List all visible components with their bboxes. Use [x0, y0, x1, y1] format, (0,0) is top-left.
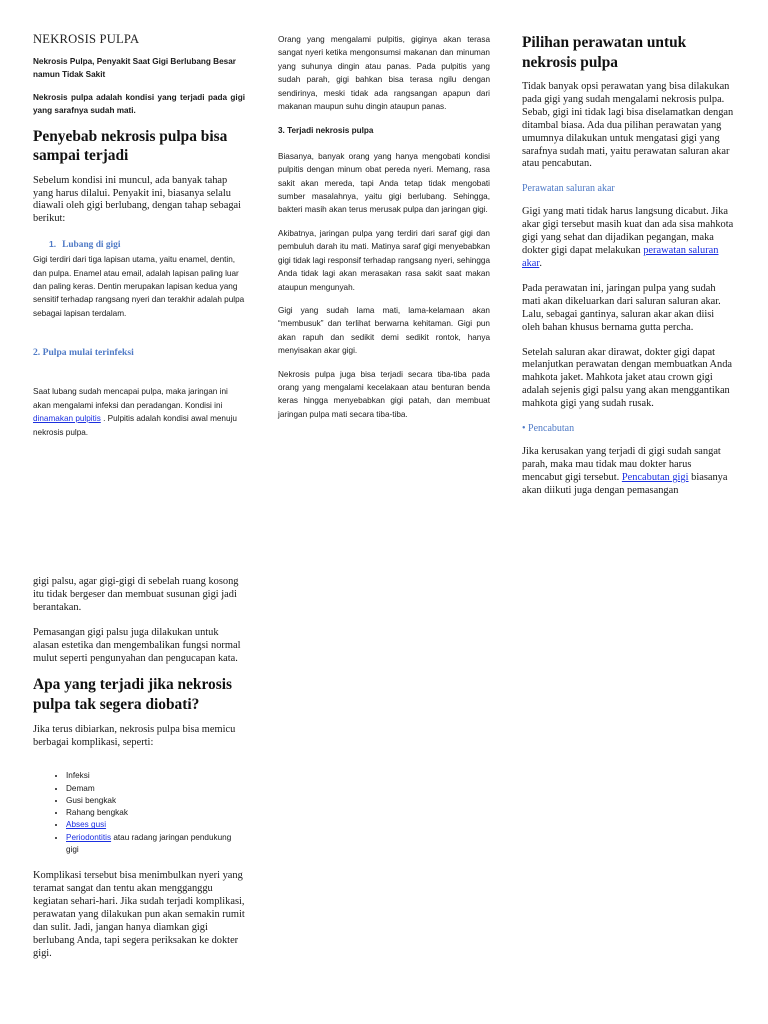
- nerve-death-paragraph: Akibatnya, jaringan pulpa yang terdiri dari saraf gigi dan pembuluh darah itu mati. Matinya saraf gigi menyebabkan gigi tidak lagi responsif terhadap rangsang nyeri, sehingga Anda tidak lagi akan merasakan rasa sakit saat makan ataupun mengunyah.: [278, 228, 490, 292]
- step1-text: Gigi terdiri dari tiga lapisan utama, yaitu enamel, dentin, dan pulpa. Enamel atau email, adalah lapisan paling luar dan paling keras. Dentin merupakan lapisan kedua yang sensitif terhadap rangsang nyeri dan terakhir adalah pulpa sebagai lapisan terdalam.: [33, 255, 245, 318]
- decay-paragraph: Gigi yang sudah lama mati, lama-kelamaan akan “membusuk” dan terlihat berwarna kehitaman. Gigi pun akan rapuh dan sedikit demi sedikit rontok, hanya menyisakan akar gigi.: [278, 305, 490, 356]
- subheading-extraction: • Pencabutan: [522, 423, 575, 435]
- link-perawatan-saluran-akar[interactable]: perawatan saluran akar: [522, 245, 719, 269]
- denture-paragraph: gigi palsu, agar gigi-gigi di sebelah ruang kosong itu tidak bergeser dan membuat susunan gigi jadi berantakan.: [33, 576, 239, 613]
- gutta-percha-paragraph: Pada perawatan ini, jaringan pulpa yang sudah mati akan dikeluarkan dari saluran saluran akar. Lalu, sebagai gantinya, saluran akar akan diisi oleh bahan khusus bernama gutta percha.: [522, 282, 721, 333]
- step2-text-b: . Pulpitis adalah kondisi awal menuju nekrosis pulpa.: [33, 414, 237, 437]
- heading-cause: Penyebab nekrosis pulpa bisa sampai terjadi: [33, 127, 228, 165]
- step2-text-a: Saat lubang sudah mencapai pulpa, maka jaringan ini akan mengalami infeksi dan peradangan. Kondisi ini: [33, 387, 228, 410]
- aesthetics-paragraph: Pemasangan gigi palsu juga dilakukan untuk alasan estetika dan mengembalikan fungsi normal mulut seperti pengunyahan dan pengucapan kata.: [33, 626, 241, 664]
- step3-title: 3. Terjadi nekrosis pulpa: [278, 126, 374, 136]
- list-item: • Gusi bengkak: [66, 795, 245, 807]
- complication-list: [33, 770, 245, 856]
- pulpitis-paragraph: Orang yang mengalami pulpitis, giginya akan terasa sangat nyeri ketika mengonsumsi makanan dan minuman yang suhunya dingin atau panas. Pada pulpitis yang sudah parah, gigi bahkan bisa terasa ngilu dengan sendirinya, meski tidak ada rangsangan apapun dari makanan maupun suhu dingin ataupun panas.: [278, 35, 490, 112]
- crown-paragraph: Setelah saluran akar dirawat, dokter gigi dapat melanjutkan perawatan dengan membuatkan Anda mahkota jaket. Mahkota jaket atau crown gigi adalah sejenis gigi palsu yang akan menggantikan mahkota gigi yang sudah rusak.: [522, 346, 733, 410]
- heading-complication: Apa yang terjadi jika nekrosis pulpa tak segera diobati?: [33, 676, 232, 713]
- step1-heading: [33, 234, 245, 252]
- step2-text: [33, 385, 245, 439]
- lead-paragraph: Nekrosis pulpa adalah kondisi yang terjadi pada gigi yang sarafnya sudah mati.: [33, 92, 245, 116]
- periodontitis-rest: atau radang jaringan pendukung gigi: [66, 832, 232, 855]
- root-canal-text-a: Gigi yang mati tidak harus langsung dicabut. Jika akar gigi tersebut masih kuat dan ada sisa mahkota gigi yang sehat dan dijadikan pegangan, maka dokter gigi dapat melakukan: [522, 206, 734, 257]
- heading-treatment: Pilihan perawatan untuk nekrosis pulpa: [522, 34, 687, 71]
- trauma-paragraph: Nekrosis pulpa juga bisa terjadi secara tiba-tiba pada orang yang mengalami kecelakaan atau benturan benda keras hingga menyebabkan gigi patah, dan membuat jaringan pulpa mati secara tiba-tiba.: [278, 369, 490, 419]
- list-item: [66, 819, 245, 831]
- link-pencabutan-gigi[interactable]: Pencabutan gigi: [621, 471, 689, 483]
- list-item: • Rahang bengkak: [66, 807, 245, 819]
- treatment-intro: Tidak banyak opsi perawatan yang bisa dilakukan pada gigi yang sudah mengalami nekrosis pulpa. Sebab, gigi ini tidak lagi bisa diselamatkan dengan ditambal biasa. Ada dua pilihan perawatan yang umumnya dilakukan untuk mengatasi gigi yang sarafnya sudah mati, yaitu perawatan saluran akar atau pencabutan.: [522, 81, 734, 170]
- extraction-text-b: biasanya akan diikuti juga dengan pemasangan: [522, 471, 728, 496]
- closing-paragraph: Komplikasi tersebut bisa menimbulkan nyeri yang teramat sangat dan tentu akan mengganggu kegiatan sehari-hari. Jika sudah terjadi komplikasi, perawatan yang dilakukan pun akan semakin rumit dan sulit. Jadi, jangan hanya diamkan gigi berlubang Anda, tapi segera periksakan ke dokter gigi.: [33, 870, 245, 959]
- subheading-root-canal: Perawatan saluran akar: [522, 183, 615, 195]
- cause-paragraph: Sebelum kondisi ini muncul, ada banyak tahap yang harus dilalui. Penyakit ini, biasanya selalu diawali oleh gigi berlubang, dengan tahap sebagai berikut:: [33, 174, 242, 225]
- column-right: [522, 33, 734, 498]
- painkiller-paragraph: Biasanya, banyak orang yang hanya mengobati kondisi pulpitis dengan minum obat pereda nyeri. Memang, rasa sakit akan mereda, tapi Anda tetap tidak mengobati sumber masalahnya, yaitu gigi berlubang. Sehingga, bakteri masih akan terus merusak pulpa dan jaringan gigi.: [278, 151, 490, 215]
- column-middle: [278, 33, 490, 421]
- complication-intro: Jika terus dibiarkan, nekrosis pulpa bisa memicu berbagai komplikasi, seperti:: [33, 724, 236, 749]
- document-title: NEKROSIS PULPA: [33, 32, 140, 46]
- root-canal-paragraph: [522, 206, 734, 271]
- list-item: • Infeksi: [66, 770, 245, 782]
- subtitle: Nekrosis Pulpa, Penyakit Saat Gigi Berlubang Besar namun Tidak Sakit: [33, 57, 236, 80]
- list-item: • Demam: [66, 783, 245, 795]
- root-canal-text-b: .: [539, 257, 542, 269]
- column-left-top: [33, 32, 245, 439]
- extraction-paragraph: [522, 446, 734, 498]
- list-item: [66, 832, 245, 857]
- column-left-bottom: [33, 576, 245, 961]
- link-dinamakan-pulpitis[interactable]: dinamakan pulpitis: [33, 414, 101, 424]
- step1-title: Lubang di gigi: [62, 240, 121, 251]
- step2-title: 2. Pulpa mulai terinfeksi: [33, 347, 134, 359]
- extraction-text-a: Jika kerusakan yang terjadi di gigi sudah sangat parah, maka mau tidak mau dokter harus mencabut gigi tersebut.: [522, 446, 721, 483]
- link-periodontitis[interactable]: Periodontitis: [66, 832, 112, 842]
- step1-number: 1.: [49, 239, 57, 250]
- link-abses-gusi[interactable]: Abses gusi: [66, 820, 107, 830]
